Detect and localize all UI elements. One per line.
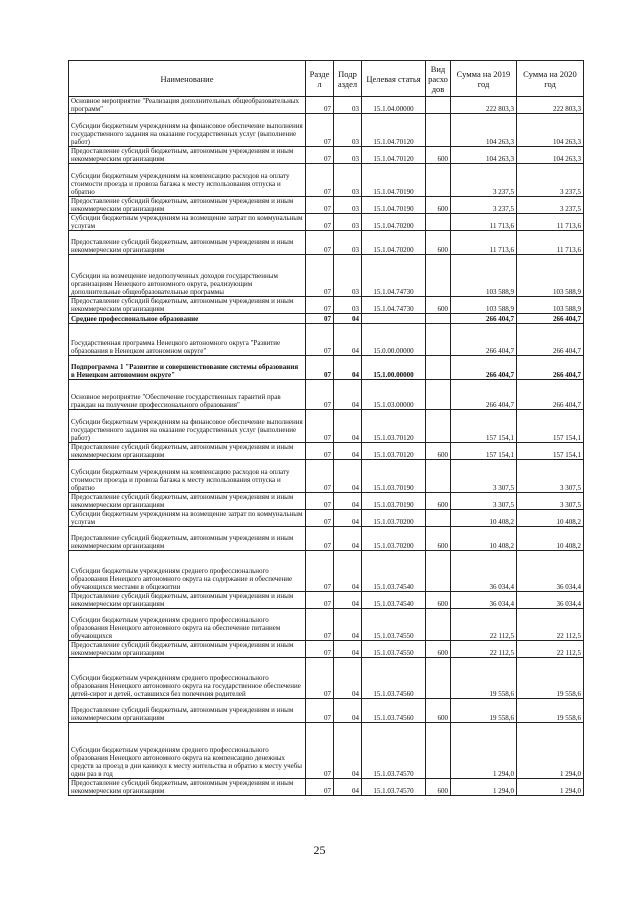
row-sum-2019-cell: 104 263,3 — [451, 114, 517, 147]
row-name-cell: Субсидии бюджетным учреждениям на финансовое обеспечение выполнения государственного задания на оказание государственных услуг (выполнение работ) — [69, 114, 306, 147]
table-row — [69, 97, 584, 114]
row-sum-2020-cell: 222 803,3 — [517, 97, 584, 114]
row-sum-2019-cell: 10 408,2 — [451, 510, 517, 527]
row-target-article-cell: 15.1.04.00000 — [362, 97, 426, 114]
row-sum-2019-cell: 266 404,7 — [451, 380, 517, 410]
row-section-cell: 07 — [306, 592, 334, 609]
table-row — [69, 779, 584, 796]
row-sum-2020-cell: 104 263,3 — [517, 114, 584, 147]
row-section-cell: 07 — [306, 197, 334, 214]
row-name-cell: Предоставление субсидий бюджетным, автономным учреждениям и иным некоммерческим организациям — [69, 527, 306, 551]
row-expense-type-cell — [426, 658, 451, 699]
row-sum-2020-cell: 266 404,7 — [517, 356, 584, 380]
row-section-cell: 07 — [306, 551, 334, 592]
table-row — [69, 314, 584, 324]
row-expense-type-cell: 600 — [426, 147, 451, 164]
table-row — [69, 164, 584, 197]
table-row — [69, 699, 584, 723]
row-target-article-cell: 15.1.03.74560 — [362, 699, 426, 723]
row-name-cell: Субсидии бюджетным учреждениям на финансовое обеспечение выполнения государственного задания на оказание государственных услуг (выполнение работ) — [69, 410, 306, 443]
row-name-cell: Субсидии бюджетным учреждениям на возмещение затрат по коммунальным услугам — [69, 510, 306, 527]
row-target-article-cell: 15.1.03.70200 — [362, 510, 426, 527]
row-expense-type-cell — [426, 97, 451, 114]
row-sum-2019-cell: 11 713,6 — [451, 231, 517, 255]
row-name-cell: Подпрограмма 1 "Развитие и совершенствование системы образования в Ненецком автономном округе" — [69, 356, 306, 380]
row-sum-2020-cell: 3 237,5 — [517, 197, 584, 214]
row-name-cell: Субсидии бюджетным учреждениям на возмещение затрат по коммунальным услугам — [69, 214, 306, 231]
row-subsection-cell: 04 — [334, 592, 362, 609]
row-name-cell: Субсидии бюджетным учреждениям среднего профессионального образования Ненецкого автономного округа на обеспечение питанием обучающихся — [69, 609, 306, 641]
row-subsection-cell: 03 — [334, 114, 362, 147]
row-name-cell: Субсидии бюджетным учреждениям среднего профессионального образования Ненецкого автономного округа на компенсацию денежных средств за проезд в дни каникул к месту жительства и обратно к месту учебы один раз в год — [69, 723, 306, 779]
row-section-cell: 07 — [306, 231, 334, 255]
row-sum-2020-cell: 22 112,5 — [517, 609, 584, 641]
row-target-article-cell: 15.1.03.00000 — [362, 380, 426, 410]
row-sum-2020-cell: 266 404,7 — [517, 380, 584, 410]
row-sum-2020-cell: 103 588,9 — [517, 255, 584, 297]
row-name-cell: Предоставление субсидий бюджетным, автономным учреждениям и иным некоммерческим организациям — [69, 147, 306, 164]
row-section-cell: 07 — [306, 460, 334, 493]
row-target-article-cell — [362, 314, 426, 324]
row-expense-type-cell — [426, 723, 451, 779]
row-sum-2019-cell: 3 237,5 — [451, 197, 517, 214]
row-section-cell: 07 — [306, 297, 334, 314]
row-name-cell: Среднее профессиональное образование — [69, 314, 306, 324]
row-target-article-cell: 15.1.03.70200 — [362, 527, 426, 551]
row-section-cell: 07 — [306, 779, 334, 796]
row-section-cell: 07 — [306, 609, 334, 641]
row-name-cell: Субсидии бюджетным учреждениям среднего профессионального образования Ненецкого автономного округа на государственное обеспечение детей-сирот и детей, оставшихся без попечения родителей — [69, 658, 306, 699]
row-subsection-cell: 04 — [334, 324, 362, 356]
row-section-cell: 07 — [306, 255, 334, 297]
row-sum-2020-cell: 266 404,7 — [517, 314, 584, 324]
row-name-cell: Предоставление субсидий бюджетным, автономным учреждениям и иным некоммерческим организациям — [69, 297, 306, 314]
row-expense-type-cell — [426, 609, 451, 641]
row-section-cell: 07 — [306, 324, 334, 356]
row-subsection-cell: 04 — [334, 443, 362, 460]
row-section-cell: 07 — [306, 493, 334, 510]
header-sum-2020: Сумма на 2020 год — [517, 61, 584, 97]
row-name-cell: Предоставление субсидий бюджетным, автономным учреждениям и иным некоммерческим организациям — [69, 231, 306, 255]
row-subsection-cell: 04 — [334, 551, 362, 592]
row-section-cell: 07 — [306, 147, 334, 164]
header-sum-2019: Сумма на 2019 год — [451, 61, 517, 97]
row-sum-2020-cell: 11 713,6 — [517, 214, 584, 231]
row-sum-2020-cell: 1 294,0 — [517, 779, 584, 796]
table-row — [69, 410, 584, 443]
row-subsection-cell: 04 — [334, 493, 362, 510]
row-section-cell: 07 — [306, 410, 334, 443]
row-sum-2019-cell: 3 237,5 — [451, 164, 517, 197]
row-section-cell: 07 — [306, 114, 334, 147]
row-target-article-cell: 15.1.03.74540 — [362, 592, 426, 609]
row-section-cell: 07 — [306, 443, 334, 460]
row-expense-type-cell: 600 — [426, 231, 451, 255]
row-expense-type-cell: 600 — [426, 779, 451, 796]
row-sum-2019-cell: 266 404,7 — [451, 324, 517, 356]
row-name-cell: Предоставление субсидий бюджетным, автономным учреждениям и иным некоммерческим организациям — [69, 641, 306, 658]
row-name-cell: Предоставление субсидий бюджетным, автономным учреждениям и иным некоммерческим организациям — [69, 443, 306, 460]
row-section-cell: 07 — [306, 723, 334, 779]
budget-table — [68, 60, 584, 796]
row-target-article-cell: 15.1.03.74550 — [362, 641, 426, 658]
row-sum-2019-cell: 10 408,2 — [451, 527, 517, 551]
row-expense-type-cell: 600 — [426, 592, 451, 609]
row-target-article-cell: 15.1.03.70120 — [362, 410, 426, 443]
row-section-cell: 07 — [306, 510, 334, 527]
row-section-cell: 07 — [306, 164, 334, 197]
table-row — [69, 356, 584, 380]
row-section-cell: 07 — [306, 97, 334, 114]
row-section-cell: 07 — [306, 380, 334, 410]
row-section-cell: 07 — [306, 214, 334, 231]
row-expense-type-cell — [426, 460, 451, 493]
row-sum-2020-cell: 36 034,4 — [517, 551, 584, 592]
row-subsection-cell: 03 — [334, 231, 362, 255]
row-section-cell: 07 — [306, 699, 334, 723]
table-row — [69, 324, 584, 356]
row-target-article-cell: 15.1.03.74570 — [362, 723, 426, 779]
row-target-article-cell: 15.1.03.74550 — [362, 609, 426, 641]
row-expense-type-cell: 600 — [426, 493, 451, 510]
row-name-cell: Основное мероприятие "Реализация дополнительных общеобразовательных программ" — [69, 97, 306, 114]
row-target-article-cell: 15.1.04.70120 — [362, 114, 426, 147]
table-row — [69, 723, 584, 779]
row-name-cell: Государственная программа Ненецкого автономного округа "Развитие образования в Ненецком автономном округе" — [69, 324, 306, 356]
row-sum-2019-cell: 222 803,3 — [451, 97, 517, 114]
row-target-article-cell: 15.1.04.70200 — [362, 214, 426, 231]
table-row — [69, 114, 584, 147]
row-name-cell: Субсидии на возмещение недополученных доходов государственным организациям Ненецкого автономного округа, реализующим дополнительные общеобразовательные программы — [69, 255, 306, 297]
header-name: Наименование — [69, 61, 306, 97]
row-expense-type-cell — [426, 214, 451, 231]
row-expense-type-cell — [426, 164, 451, 197]
table-row — [69, 380, 584, 410]
row-expense-type-cell: 600 — [426, 699, 451, 723]
row-sum-2020-cell: 19 558,6 — [517, 699, 584, 723]
row-subsection-cell: 04 — [334, 460, 362, 493]
row-expense-type-cell: 600 — [426, 197, 451, 214]
row-sum-2020-cell: 11 713,6 — [517, 231, 584, 255]
row-sum-2020-cell: 36 034,4 — [517, 592, 584, 609]
row-subsection-cell: 04 — [334, 356, 362, 380]
row-sum-2020-cell: 157 154,1 — [517, 410, 584, 443]
row-subsection-cell: 03 — [334, 197, 362, 214]
row-subsection-cell: 04 — [334, 699, 362, 723]
row-sum-2019-cell: 19 558,6 — [451, 699, 517, 723]
row-expense-type-cell — [426, 314, 451, 324]
table-row — [69, 551, 584, 592]
row-subsection-cell: 04 — [334, 641, 362, 658]
row-section-cell: 07 — [306, 641, 334, 658]
row-expense-type-cell — [426, 410, 451, 443]
row-subsection-cell: 04 — [334, 658, 362, 699]
row-expense-type-cell: 600 — [426, 527, 451, 551]
header-section: Разде л — [306, 61, 334, 97]
row-name-cell: Предоставление субсидий бюджетным, автономным учреждениям и иным некоммерческим организациям — [69, 197, 306, 214]
row-sum-2020-cell: 22 112,5 — [517, 641, 584, 658]
row-section-cell: 07 — [306, 356, 334, 380]
row-sum-2019-cell: 266 404,7 — [451, 356, 517, 380]
row-section-cell: 07 — [306, 527, 334, 551]
row-sum-2019-cell: 266 404,7 — [451, 314, 517, 324]
row-name-cell: Предоставление субсидий бюджетным, автономным учреждениям и иным некоммерческим организациям — [69, 699, 306, 723]
table-row — [69, 510, 584, 527]
row-name-cell: Предоставление субсидий бюджетным, автономным учреждениям и иным некоммерческим организациям — [69, 493, 306, 510]
row-expense-type-cell — [426, 510, 451, 527]
row-sum-2019-cell: 11 713,6 — [451, 214, 517, 231]
row-sum-2020-cell: 3 237,5 — [517, 164, 584, 197]
row-sum-2020-cell: 3 307,5 — [517, 460, 584, 493]
row-subsection-cell: 03 — [334, 297, 362, 314]
row-sum-2019-cell: 3 307,5 — [451, 460, 517, 493]
table-row — [69, 592, 584, 609]
row-name-cell: Предоставление субсидий бюджетным, автономным учреждениям и иным некоммерческим организациям — [69, 592, 306, 609]
row-sum-2019-cell: 3 307,5 — [451, 493, 517, 510]
row-subsection-cell: 04 — [334, 510, 362, 527]
row-subsection-cell: 04 — [334, 380, 362, 410]
row-section-cell: 07 — [306, 658, 334, 699]
row-name-cell: Предоставление субсидий бюджетным, автономным учреждениям и иным некоммерческим организациям — [69, 779, 306, 796]
row-expense-type-cell — [426, 114, 451, 147]
table-body — [69, 97, 584, 796]
row-sum-2019-cell: 36 034,4 — [451, 551, 517, 592]
row-sum-2020-cell: 1 294,0 — [517, 723, 584, 779]
row-subsection-cell: 03 — [334, 255, 362, 297]
table-row — [69, 493, 584, 510]
row-sum-2019-cell: 157 154,1 — [451, 443, 517, 460]
row-subsection-cell: 03 — [334, 164, 362, 197]
row-sum-2019-cell: 103 588,9 — [451, 297, 517, 314]
page-number: 25 — [313, 843, 326, 857]
table-row — [69, 641, 584, 658]
table-row — [69, 255, 584, 297]
header-expense-type: Вид расхо дов — [426, 61, 451, 97]
row-subsection-cell: 04 — [334, 723, 362, 779]
row-sum-2019-cell: 1 294,0 — [451, 723, 517, 779]
row-sum-2020-cell: 10 408,2 — [517, 510, 584, 527]
row-subsection-cell: 03 — [334, 147, 362, 164]
table-row — [69, 297, 584, 314]
row-sum-2019-cell: 36 034,4 — [451, 592, 517, 609]
row-sum-2019-cell: 104 263,3 — [451, 147, 517, 164]
row-sum-2020-cell: 3 307,5 — [517, 493, 584, 510]
row-subsection-cell: 04 — [334, 314, 362, 324]
row-expense-type-cell — [426, 356, 451, 380]
row-sum-2020-cell: 10 408,2 — [517, 527, 584, 551]
table-row — [69, 147, 584, 164]
table-row — [69, 197, 584, 214]
row-expense-type-cell — [426, 551, 451, 592]
row-sum-2019-cell: 19 558,6 — [451, 658, 517, 699]
table-row — [69, 443, 584, 460]
row-subsection-cell: 04 — [334, 527, 362, 551]
row-sum-2020-cell: 19 558,6 — [517, 658, 584, 699]
row-target-article-cell: 15.1.04.74730 — [362, 297, 426, 314]
row-subsection-cell: 03 — [334, 97, 362, 114]
table-row — [69, 658, 584, 699]
row-target-article-cell: 15.1.04.74730 — [362, 255, 426, 297]
row-target-article-cell: 15.1.03.70190 — [362, 460, 426, 493]
row-name-cell: Основное мероприятие "Обеспечение государственных гарантий прав граждан на получение профессионального образования" — [69, 380, 306, 410]
row-name-cell: Субсидии бюджетным учреждениям на компенсацию расходов на оплату стоимости проезда и провоза багажа к месту использования отпуска и обратно — [69, 164, 306, 197]
row-sum-2019-cell: 1 294,0 — [451, 779, 517, 796]
row-expense-type-cell — [426, 380, 451, 410]
row-expense-type-cell — [426, 255, 451, 297]
row-name-cell: Субсидии бюджетным учреждениям среднего профессионального образования Ненецкого автономного округа на содержание и обеспечение обучающихся местами в общежитии — [69, 551, 306, 592]
row-target-article-cell: 15.1.04.70190 — [362, 164, 426, 197]
row-target-article-cell: 15.1.04.70190 — [362, 197, 426, 214]
row-sum-2020-cell: 104 263,3 — [517, 147, 584, 164]
row-expense-type-cell: 600 — [426, 297, 451, 314]
row-subsection-cell: 04 — [334, 779, 362, 796]
row-subsection-cell: 04 — [334, 609, 362, 641]
row-sum-2020-cell: 266 404,7 — [517, 324, 584, 356]
row-target-article-cell: 15.1.03.74570 — [362, 779, 426, 796]
table-row — [69, 214, 584, 231]
header-target-article: Целевая статья — [362, 61, 426, 97]
table-row — [69, 460, 584, 493]
row-expense-type-cell: 600 — [426, 641, 451, 658]
row-target-article-cell: 15.1.04.70120 — [362, 147, 426, 164]
row-sum-2020-cell: 157 154,1 — [517, 443, 584, 460]
row-sum-2019-cell: 103 588,9 — [451, 255, 517, 297]
row-subsection-cell: 04 — [334, 410, 362, 443]
row-subsection-cell: 03 — [334, 214, 362, 231]
row-target-article-cell: 15.1.03.74540 — [362, 551, 426, 592]
table-row — [69, 609, 584, 641]
table-header-row — [69, 61, 584, 97]
row-section-cell: 07 — [306, 314, 334, 324]
row-target-article-cell: 15.1.00.00000 — [362, 356, 426, 380]
row-target-article-cell: 15.1.03.70190 — [362, 493, 426, 510]
row-target-article-cell: 15.1.04.70200 — [362, 231, 426, 255]
header-subsection: Подр аздел — [334, 61, 362, 97]
row-expense-type-cell: 600 — [426, 443, 451, 460]
row-target-article-cell: 15.0.00.00000 — [362, 324, 426, 356]
row-expense-type-cell — [426, 324, 451, 356]
row-sum-2020-cell: 103 588,9 — [517, 297, 584, 314]
row-sum-2019-cell: 157 154,1 — [451, 410, 517, 443]
row-target-article-cell: 15.1.03.70120 — [362, 443, 426, 460]
table-row — [69, 527, 584, 551]
row-sum-2019-cell: 22 112,5 — [451, 609, 517, 641]
table-row — [69, 231, 584, 255]
row-target-article-cell: 15.1.03.74560 — [362, 658, 426, 699]
row-name-cell: Субсидии бюджетным учреждениям на компенсацию расходов на оплату стоимости проезда и провоза багажа к месту использования отпуска и обратно — [69, 460, 306, 493]
row-sum-2019-cell: 22 112,5 — [451, 641, 517, 658]
